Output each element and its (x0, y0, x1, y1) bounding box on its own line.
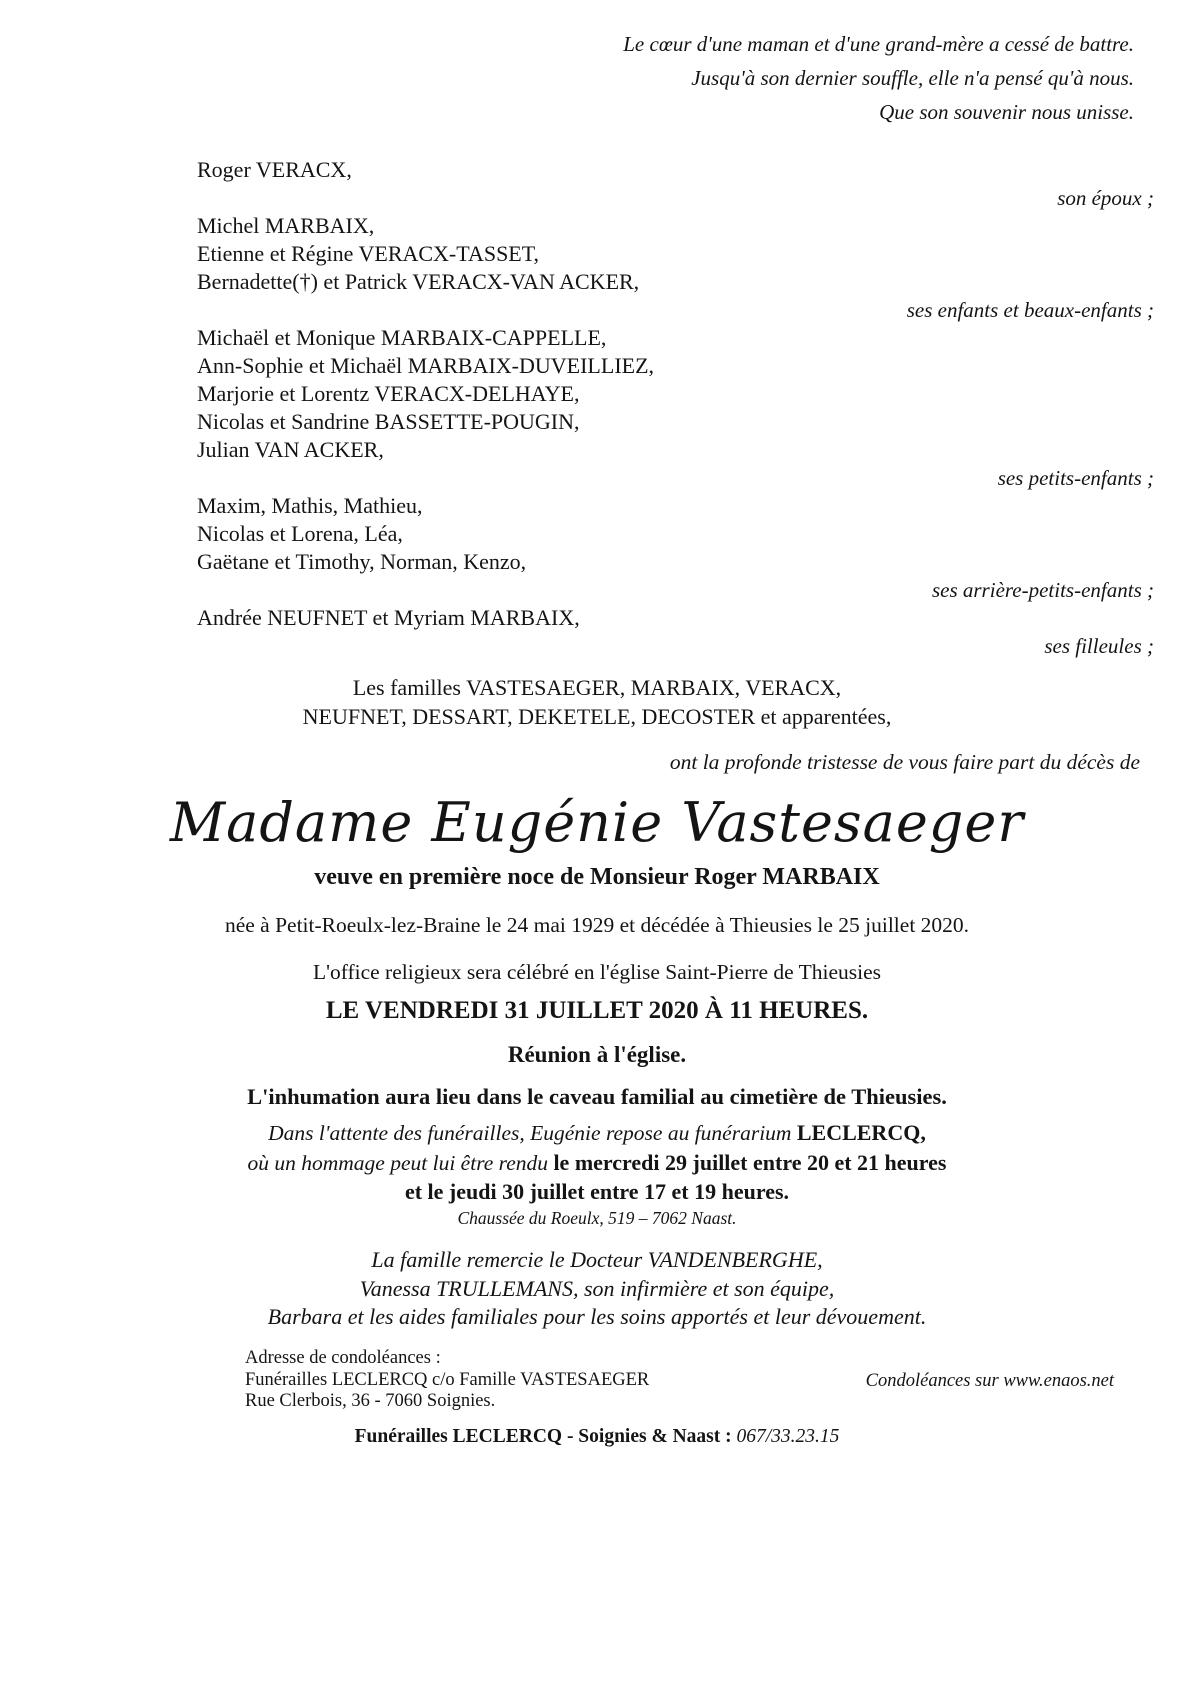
mourner-name: Nicolas et Lorena, Léa, (197, 521, 403, 546)
relation-label: ses arrière-petits-enfants ; (931, 578, 1154, 602)
funerarium-intro-text: Dans l'attente des funérailles, Eugénie repose au funérarium (268, 1121, 792, 1145)
thanks-paragraph (0, 1246, 1194, 1332)
funerarium-line (0, 1118, 1194, 1148)
thanks-line: Barbara et les aides familiales pour les soins apportés et leur dévouement. (267, 1304, 927, 1329)
mourner-name: Bernadette(†) et Patrick VERACX-VAN ACKER, (197, 269, 640, 294)
deceased-name: Madame Eugénie Vastesaeger (169, 791, 1025, 854)
online-condolences-line: Condoléances sur www.enaos.net (865, 1371, 1114, 1391)
footer-line (0, 1424, 1194, 1450)
quote-line: Jusqu'à son dernier souffle, elle n'a pensé qu'à nous. (691, 66, 1134, 90)
quote-line: Le cœur d'une maman et d'une grand-mère a cessé de battre. (623, 32, 1134, 56)
burial-line: L'inhumation aura lieu dans le caveau familial au cimetière de Thieusies. (247, 1084, 947, 1109)
funerarium-address: Chaussée du Roeulx, 519 – 7062 Naast. (457, 1208, 737, 1228)
birth-death-line: née à Petit-Roeulx-lez-Braine le 24 mai 1929 et décédée à Thieusies le 25 juillet 2020. (224, 913, 970, 937)
footer-company: Funérailles LECLERCQ - Soignies & Naast : (354, 1426, 732, 1447)
church-meeting-line: Réunion à l'église. (507, 1042, 687, 1067)
relation-label: ses filleules ; (1044, 634, 1154, 658)
mourner-name: Etienne et Régine VERACX-TASSET, (197, 241, 540, 266)
mourner-name: Roger VERACX, (197, 157, 352, 182)
families-paragraph (0, 673, 1194, 731)
thanks-line: Vanessa TRULLEMANS, son infirmière et son équipe, (359, 1275, 835, 1301)
mourner-name: Marjorie et Lorentz VERACX-DELHAYE, (197, 381, 580, 406)
tribute-time-thursday: et le jeudi 30 juillet entre 17 et 19 heures. (404, 1179, 790, 1204)
mourner-name: Nicolas et Sandrine BASSETTE-POUGIN, (197, 409, 580, 434)
mourners-list (0, 156, 1194, 660)
tribute-intro-text: où un hommage peut lui être rendu (247, 1151, 549, 1175)
mourner-name: Michaël et Monique MARBAIX-CAPPELLE, (197, 325, 607, 350)
condolence-heading: Adresse de condoléances : (245, 1348, 441, 1368)
announcement-line: ont la profonde tristesse de vous faire part du décès de (669, 750, 1140, 774)
funerarium-name: LECLERCQ, (796, 1120, 926, 1145)
quote-line: Que son souvenir nous unisse. (879, 100, 1134, 124)
mourner-name: Michel MARBAIX, (197, 213, 375, 238)
mourner-name: Maxim, Mathis, Mathieu, (197, 493, 423, 518)
condolence-address-line: Rue Clerbois, 36 - 7060 Soignies. (245, 1391, 496, 1411)
service-date-line: LE VENDREDI 31 JUILLET 2020 À 11 HEURES. (325, 997, 869, 1024)
religious-office-line: L'office religieux sera célébré en l'église Saint-Pierre de Thieusies (312, 960, 882, 984)
tribute-line (0, 1148, 1194, 1178)
tribute-time-wednesday: le mercredi 29 juillet entre 20 et 21 heures (553, 1150, 947, 1175)
mourner-name: Andrée NEUFNET et Myriam MARBAIX, (197, 605, 580, 630)
mourner-name: Ann-Sophie et Michaël MARBAIX-DUVEILLIEZ, (197, 353, 655, 378)
relation-label: ses petits-enfants ; (997, 466, 1154, 490)
opening-quote (0, 27, 1194, 129)
footer-phone: 067/33.23.15 (736, 1426, 840, 1447)
relation-label: ses enfants et beaux-enfants ; (906, 298, 1154, 322)
thanks-line: La famille remercie le Docteur VANDENBERGHE, (371, 1247, 823, 1272)
families-line: NEUFNET, DESSART, DEKETELE, DECOSTER et apparentées, (302, 704, 892, 729)
families-line: Les familles VASTESAEGER, MARBAIX, VERACX, (352, 675, 842, 700)
widow-line: veuve en première noce de Monsieur Roger MARBAIX (314, 864, 880, 890)
mourner-name: Julian VAN ACKER, (197, 437, 384, 462)
mourner-name: Gaëtane et Timothy, Norman, Kenzo, (197, 549, 527, 574)
relation-label: son époux ; (1057, 186, 1154, 210)
condolence-address-line: Funérailles LECLERCQ c/o Famille VASTESAEGER (245, 1369, 650, 1390)
